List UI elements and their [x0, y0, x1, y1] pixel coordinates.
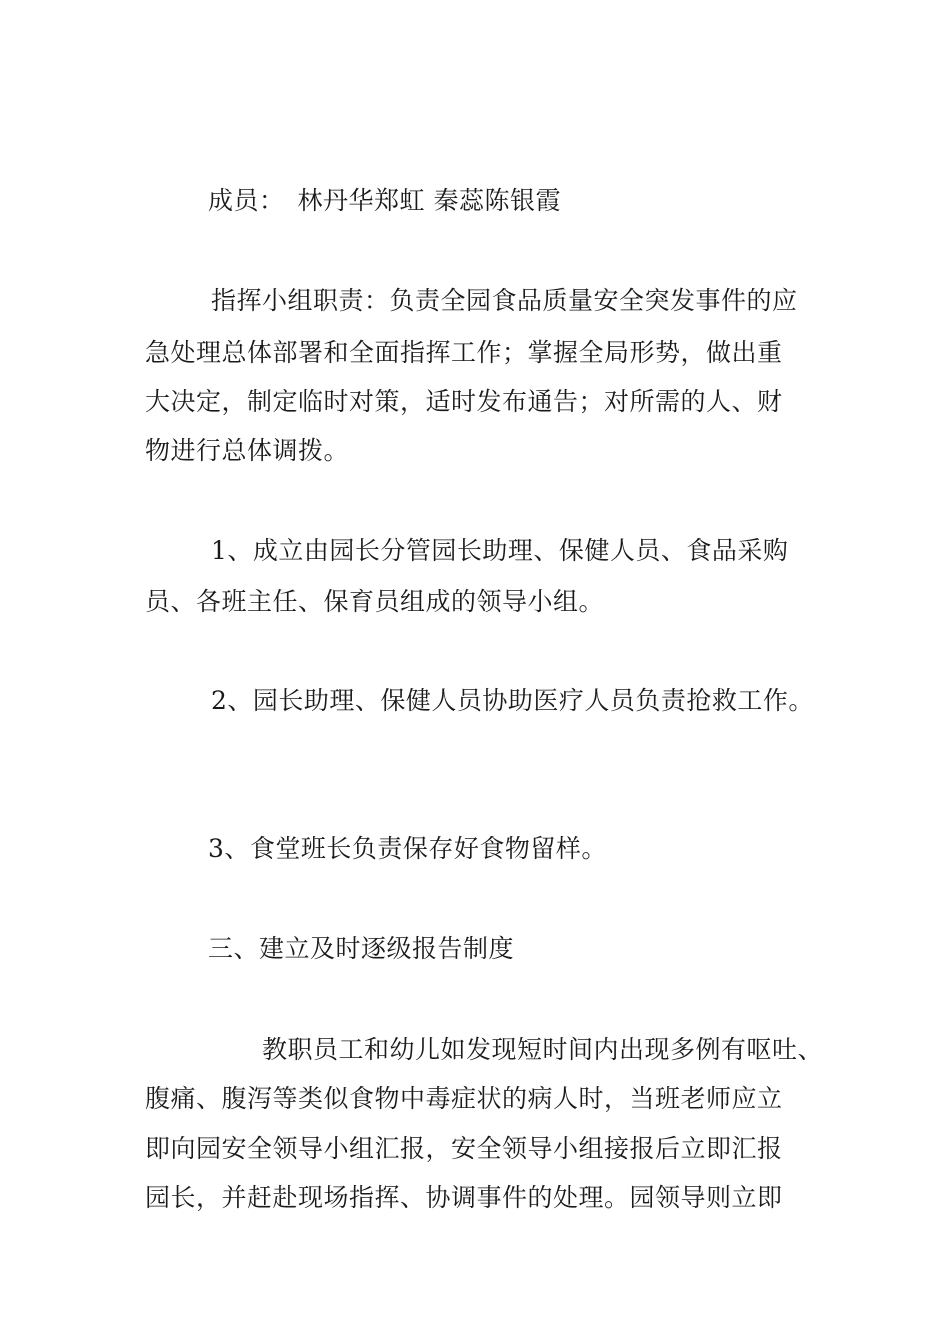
section3-heading: 三、建立及时逐级报告制度 [208, 934, 515, 963]
report-line-2: 腹痛、腹泻等类似食物中毒症状的病人时，当班老师应立 [145, 1084, 783, 1113]
report-line-3: 即向园安全领导小组汇报，安全领导小组接报后立即汇报 [145, 1134, 783, 1163]
report-line-1: 教职员工和幼儿如发现短时间内出现多例有呕吐、 [262, 1035, 824, 1064]
item2-line: 2、园长助理、保健人员协助医疗人员负责抢救工作。 [211, 686, 814, 715]
duties-line-1: 指挥小组职责：负责全园食品质量安全突发事件的应 [211, 286, 798, 315]
item1-line-2: 员、各班主任、保育员组成的领导小组。 [145, 587, 605, 616]
duties-line-3: 大决定，制定临时对策，适时发布通告；对所需的人、财 [145, 387, 783, 416]
item1-line-1: 1、成立由园长分管园长助理、保健人员、食品采购 [211, 536, 789, 565]
duties-line-2: 急处理总体部署和全面指挥工作；掌握全局形势，做出重 [145, 338, 783, 367]
duties-line-4: 物进行总体调拨。 [145, 436, 350, 465]
report-line-4: 园长，并赶赴现场指挥、协调事件的处理。园领导则立即 [145, 1183, 783, 1212]
item3-line: 3、食堂班长负责保存好食物留样。 [208, 834, 607, 863]
members-line: 成员： 林丹华郑虹 秦蕊陈银霞 [208, 186, 561, 215]
